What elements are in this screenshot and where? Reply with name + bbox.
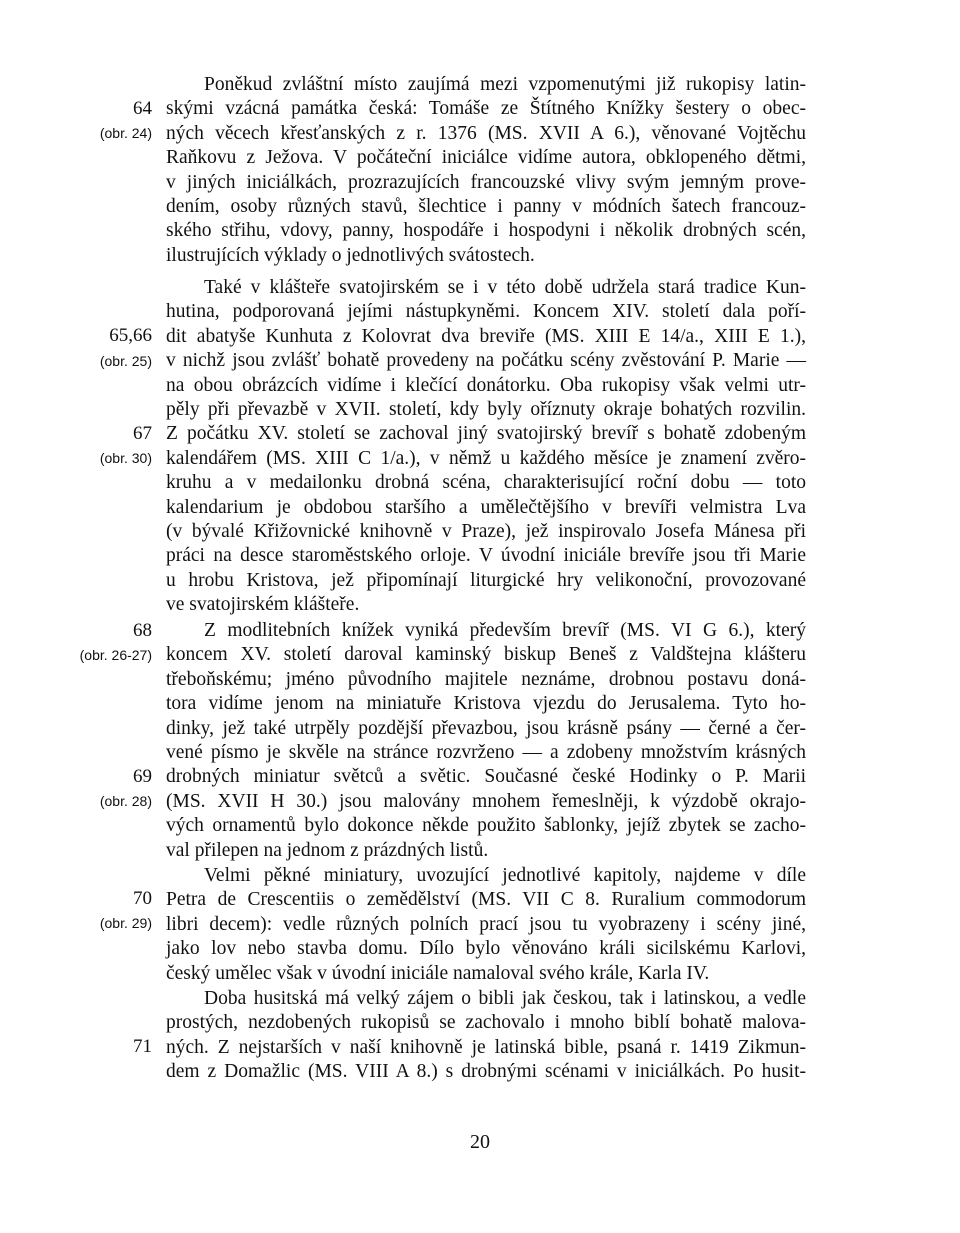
text-line: tora vidíme jenom na miniatuře Kristova vjezdu do Jerusalema. Tyto ho-	[166, 693, 806, 715]
page-number: 20	[470, 1131, 490, 1153]
text-line: jako lov nebo stavba domu. Dílo bylo věnováno králi sicilskému Karlovi,	[166, 938, 806, 960]
text-line: vých ornamentů bylo dokonce někde použito šablonky, jejíž zbytek se zacho-	[166, 815, 806, 837]
text-line: Velmi pěkné miniatury, uvozující jednotlivé kapitoly, najdeme v díle	[204, 865, 806, 886]
text-line: libri decem): vedle různých polních prací jsou tu vyobrazeny i scény jiné,	[166, 913, 806, 935]
text-line: hutina, podporovaná jejími nástupkyněmi. Koncem XIV. století dala poří-	[166, 301, 806, 323]
text-line: třeboňskému; jméno původního majitele neznáme, drobnou postavu doná-	[166, 668, 806, 690]
text-line: val přilepen na jednom z prázdných listů.	[166, 839, 489, 861]
margin-note-figure: (obr. 28)	[99, 793, 152, 809]
margin-note-number: 70	[133, 888, 152, 909]
text-line: skými vzácná památka česká: Tomáše ze Štítného Knížky šestery o obec-	[166, 98, 806, 120]
text-line: ných. Z nejstarších v naší knihovně je latinská bible, psaná r. 1419 Zikmun-	[166, 1036, 806, 1058]
text-line: dinky, jež také utrpěly pozdější převazbou, jsou krásně psány — černé a čer-	[166, 717, 806, 739]
margin-note-figure: (obr. 30)	[99, 450, 152, 466]
text-line: (v bývalé Křižovnické knihovně v Praze), jež inspirovalo Josefa Mánesa při	[166, 521, 806, 542]
text-line: Doba husitská má velký zájem o bibli jak českou, tak i latinskou, a vedle	[204, 988, 806, 1009]
text-line: ných věcech křesťanských z r. 1376 (MS. XVII A 6.), věnované Vojtěchu	[166, 122, 806, 144]
text-line: Z modlitebních knížek vyniká především brevíř (MS. VI G 6.), který	[204, 620, 806, 641]
margin-note-number: 65,66	[109, 325, 152, 346]
text-line: na obou obrázcích vidíme i klečící donátorku. Oba rukopisy však velmi utr-	[166, 374, 806, 396]
text-line: u hrobu Kristova, jež připomínají liturgické hry velikonoční, provozované	[166, 569, 806, 591]
text-line: kruhu a v medailonku drobná scéna, charakterisující roční dobu — toto	[166, 472, 806, 494]
text-line: dit abatyše Kunhuta z Kolovrat dva breviře (MS. XIII E 14/a., XIII E 1.),	[166, 325, 806, 347]
text-line: v jiných iniciálkách, prozrazujících francouzské vlivy svým jemným prove-	[166, 171, 806, 193]
text-line: český umělec však v úvodní iniciále namaloval svého krále, Karla IV.	[166, 962, 710, 984]
text-line: v nichž jsou zvlášť bohatě provedeny na počátku scény zvěstování P. Marie —	[166, 350, 806, 372]
text-line: drobných miniatur světců a světic. Současné české Hodinky o P. Marii	[166, 766, 806, 788]
text-line: Z počátku XV. století se zachoval jiný svatojirský brevíř s bohatě zdobeným	[166, 423, 806, 445]
margin-note-figure: (obr. 25)	[99, 353, 152, 369]
margin-note-number: 69	[133, 766, 152, 787]
margin-note-number: 64	[133, 98, 152, 119]
text-line: prostých, nezdobených rukopisů se zachovalo i mnoho biblí bohatě malova-	[166, 1012, 806, 1034]
text-line: Petra de Crescentiis o zemědělství (MS. VII C 8. Ruralium commodorum	[166, 889, 806, 911]
text-line: ilustrujících výklady o jednotlivých svátostech.	[166, 244, 535, 266]
text-line: koncem XV. století daroval kaminský biskup Beneš z Valdštejna klášteru	[166, 644, 806, 666]
margin-note-number: 68	[133, 620, 152, 641]
text-line: Raňkovu z Ježova. V počáteční iniciálce vidíme autora, obklopeného dětmi,	[166, 147, 806, 169]
text-line: kalendářem (MS. XIII C 1/a.), v němž u každého měsíce je znamení zvěro-	[166, 447, 806, 469]
text-line: Také v klášteře svatojirském se i v této době udržela stará tradice Kun-	[204, 277, 806, 298]
text-line: vené písmo je skvěle na stránce rozvrženo — a zdobeny množstvím krásných	[166, 742, 806, 763]
text-line: pěly při převazbě v XVII. století, kdy byly oříznuty okraje bohatých rozvilin.	[166, 399, 806, 420]
margin-note-number: 71	[133, 1036, 152, 1057]
margin-note-figure: (obr. 24)	[99, 125, 152, 141]
text-line: ve svatojirském klášteře.	[166, 594, 360, 616]
text-line: ského střihu, vdovy, panny, hospodáře i hospodyni i několik drobných scén,	[166, 220, 806, 242]
text-line: kalendarium je obdobou staršího a umělečtějšího v brevíři velmistra Lva	[166, 496, 806, 518]
margin-note-figure: (obr. 26-27)	[79, 647, 152, 663]
text-line: (MS. XVII H 30.) jsou malovány mnohem řemeslněji, k výzdobě okrajo-	[166, 790, 806, 812]
text-line: práci na desce staroměstského orloje. V úvodní iniciále brevíře jsou tři Marie	[166, 545, 806, 567]
text-line: dením, osoby různých stavů, šlechtice i panny v módních šatech francouz-	[166, 196, 806, 217]
text-line: dem z Domažlic (MS. VIII A 8.) s drobnými scénami v iniciálkách. Po husit-	[166, 1061, 806, 1083]
margin-note-figure: (obr. 29)	[99, 915, 152, 931]
text-line: Poněkud zvláštní místo zaujímá mezi vzpomenutými již rukopisy latin-	[204, 74, 806, 95]
margin-note-number: 67	[133, 423, 152, 444]
